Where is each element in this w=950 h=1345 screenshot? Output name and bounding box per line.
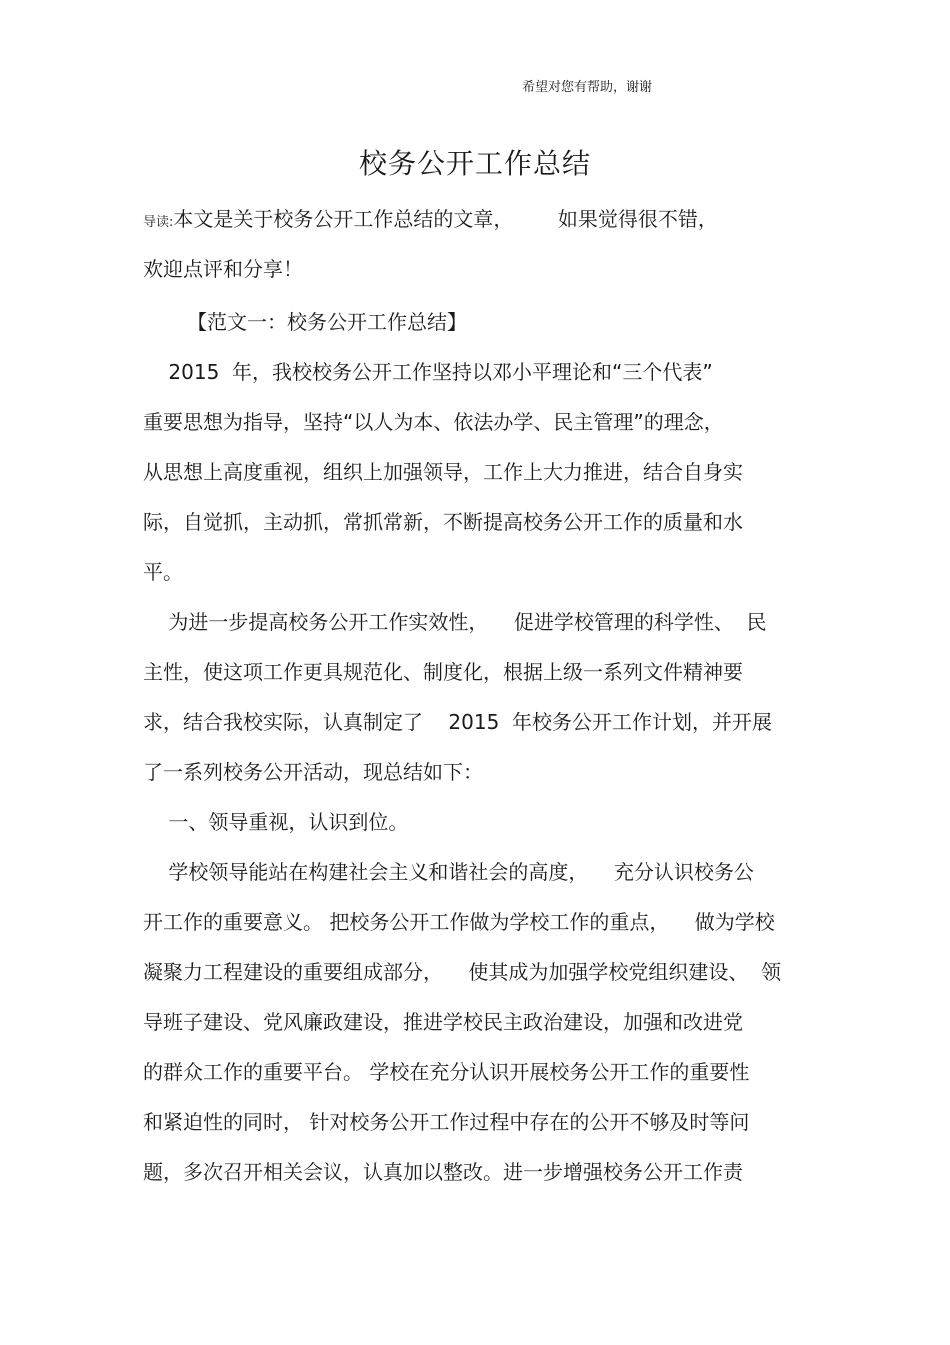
body-line: 凝聚力工程建设的重要组成部分， 使其成为加强学校党组织建设、 领 (143, 960, 782, 984)
body-line: 题，多次召开相关会议，认真加以整改。进一步增强校务公开工作责 (143, 1160, 743, 1184)
document-title: 校务公开工作总结 (358, 147, 591, 180)
body-line: 为进一步提高校务公开工作实效性， 促进学校管理的科学性、 民 (143, 610, 767, 634)
header-note: 希望对您有帮助，谢谢 (522, 80, 653, 95)
section-heading: 【范文一：校务公开工作总结】 (187, 310, 467, 334)
intro-text: 本文是关于校务公开工作总结的文章， 如果觉得很不错， (173, 207, 718, 231)
intro-line-2: 欢迎点评和分享！ (143, 257, 303, 281)
intro-label: 导读: (143, 215, 174, 230)
body-line: 从思想上高度重视，组织上加强领导，工作上大力推进，结合自身实 (143, 460, 743, 484)
body-line: 和紧迫性的同时， 针对校务公开工作过程中存在的公开不够及时等问 (143, 1110, 750, 1134)
body-line: 重要思想为指导，坚持“以人为本、依法办学、民主管理”的理念， (143, 410, 724, 434)
body-line: 际，自觉抓，主动抓，常抓常新，不断提高校务公开工作的质量和水 (143, 510, 743, 534)
body-line: 主性，使这项工作更具规范化、制度化，根据上级一系列文件精神要 (143, 660, 743, 684)
body-line: 开工作的重要意义。 把校务公开工作做为学校工作的重点， 做为学校 (143, 910, 775, 934)
body-line: 求，结合我校实际，认真制定了 2015 年校务公开工作计划，并开展 (143, 710, 773, 734)
body-line: 学校领导能站在构建社会主义和谐社会的高度， 充分认识校务公 (143, 860, 754, 884)
intro-line-1 (143, 203, 718, 232)
body-line: 2015 年，我校校务公开工作坚持以邓小平理论和“三个代表” (143, 360, 713, 384)
body-line: 平。 (143, 560, 183, 584)
body-line: 一、领导重视，认识到位。 (143, 810, 409, 834)
body-line: 的群众工作的重要平台。 学校在充分认识开展校务公开工作的重要性 (143, 1060, 750, 1084)
body-line: 导班子建设、党风廉政建设，推进学校民主政治建设，加强和改进党 (143, 1010, 743, 1034)
body-line: 了一系列校务公开活动，现总结如下： (143, 760, 483, 784)
